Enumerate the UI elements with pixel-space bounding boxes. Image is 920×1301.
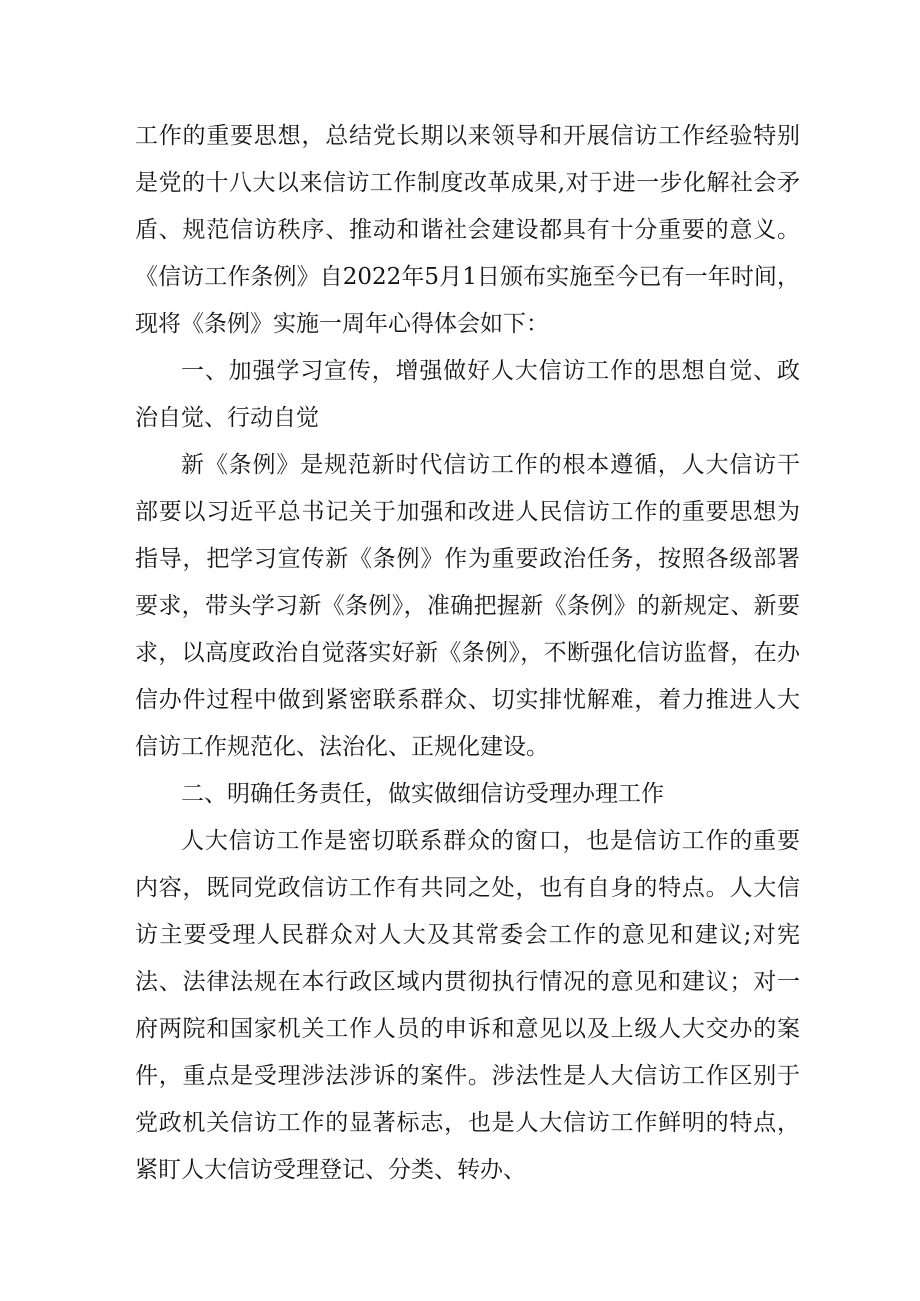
paragraph-section-2-body: 人大信访工作是密切联系群众的窗口，也是信访工作的重要内容，既同党政信访工作有共同之处，也有自身的特点。人大信访主要受理人民群众对人大及其常委会工作的意见和建议;对宪法、法律法规在本行政区域内贯彻执行情况的意见和建议；对一府两院和国家机关工作人员的申诉和意见以及上级人大交办的案件，重点是受理涉法涉诉的案件。涉法性是人大信访工作区别于党政机关信访工作的显著标志，也是人大信访工作鲜明的特点，紧盯人大信访受理登记、分类、转办、: [135, 828, 800, 1183]
section-heading-2: 二、明确任务责任，做实做细信访受理办理工作: [181, 781, 664, 807]
section-heading-1: 一、加强学习宣传，增强做好人大信访工作的思想自觉、政治自觉、行动自觉: [135, 358, 800, 431]
paragraph-section-1-body: 新《条例》是规范新时代信访工作的根本遵循，人大信访干部要以习近平总书记关于加强和改进人民信访工作的重要思想为指导，把学习宣传新《条例》作为重要政治任务，按照各级部署要求，带头学习新《条例》，准确把握新《条例》的新规定、新要求，以高度政治自觉落实好新《条例》，不断强化信访监督，在办信办件过程中做到紧密联系群众、切实排忧解难，着力推进人大信访工作规范化、法治化、正规化建设。: [135, 452, 800, 760]
paragraph-intro: 工作的重要思想，总结党长期以来领导和开展信访工作经验特别是党的十八大以来信访工作制度改革成果,对于进一步化解社会矛盾、规范信访秩序、推动和谐社会建设都具有十分重要的意义。《信访工作条例》自2022年5月1日颁布实施至今已有一年时间，现将《条例》实施一周年心得体会如下：: [135, 123, 800, 337]
document-body: [135, 113, 800, 1194]
